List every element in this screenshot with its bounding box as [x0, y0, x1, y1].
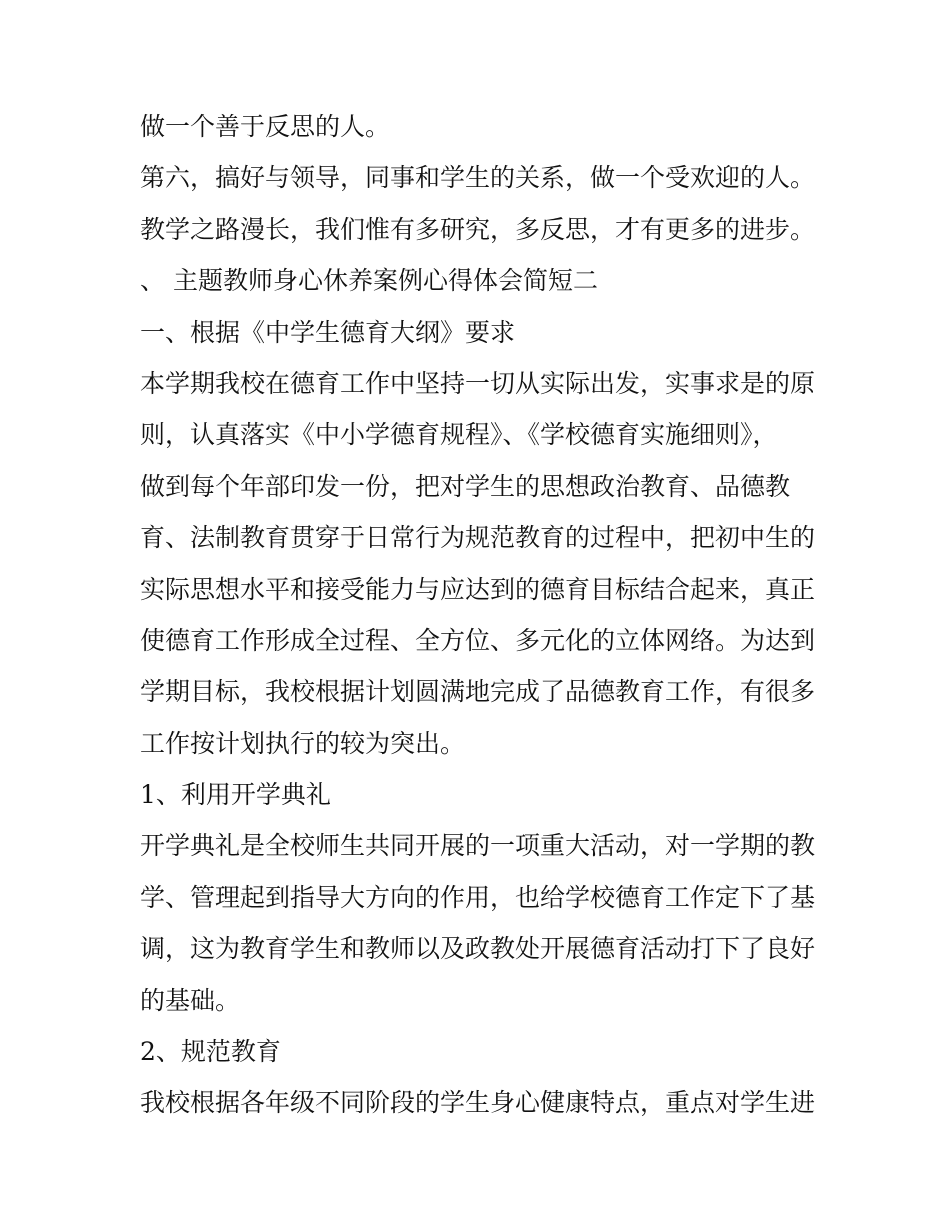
text-line: 调，这为教育学生和教师以及政教处开展德育活动打下了良好	[140, 934, 816, 964]
document-body	[140, 101, 820, 1129]
text-line: 做一个善于反思的人。	[140, 112, 391, 141]
text-line: 工作按计划执行的较为突出。	[140, 728, 466, 758]
item-heading: 1、利用开学典礼	[140, 780, 331, 810]
text-line: 开学典礼是全校师生共同开展的一项重大活动，对一学期的教	[140, 831, 816, 861]
text-line: 的基础。	[140, 985, 241, 1015]
text-line: 做到每个年部印发一份，把对学生的思想政治教育、品德教	[140, 471, 791, 501]
text-line: 学期目标，我校根据计划圆满地完成了品德教育工作，有很多	[140, 677, 816, 707]
text-line: 育、法制教育贯穿于日常行为规范教育的过程中，把初中生的	[140, 523, 816, 553]
text-line: 本学期我校在德育工作中坚持一切从实际出发，实事求是的原	[140, 368, 816, 398]
text-line: 使德育工作形成全过程、全方位、多元化的立体网络。为达到	[140, 625, 816, 655]
subsection-heading: 一、根据《中学生德育大纲》要求	[140, 317, 516, 347]
section-heading: 、 主题教师身心休养案例心得体会简短二	[140, 266, 598, 296]
item-heading: 2、规范教育	[140, 1037, 281, 1067]
text-line: 教学之路漫长，我们惟有多研究，多反思，才有更多的进步。	[140, 214, 816, 244]
text-line: 学、管理起到指导大方向的作用，也给学校德育工作定下了基	[140, 882, 816, 912]
text-line: 实际思想水平和接受能力与应达到的德育目标结合起来，真正	[140, 574, 816, 604]
text-line: 第六，搞好与领导，同事和学生的关系，做一个受欢迎的人。	[140, 163, 816, 193]
text-line: 则，认真落实《中小学德育规程》、《学校德育实施细则》，	[140, 420, 778, 450]
text-line: 我校根据各年级不同阶段的学生身心健康特点，重点对学生进	[140, 1088, 816, 1118]
